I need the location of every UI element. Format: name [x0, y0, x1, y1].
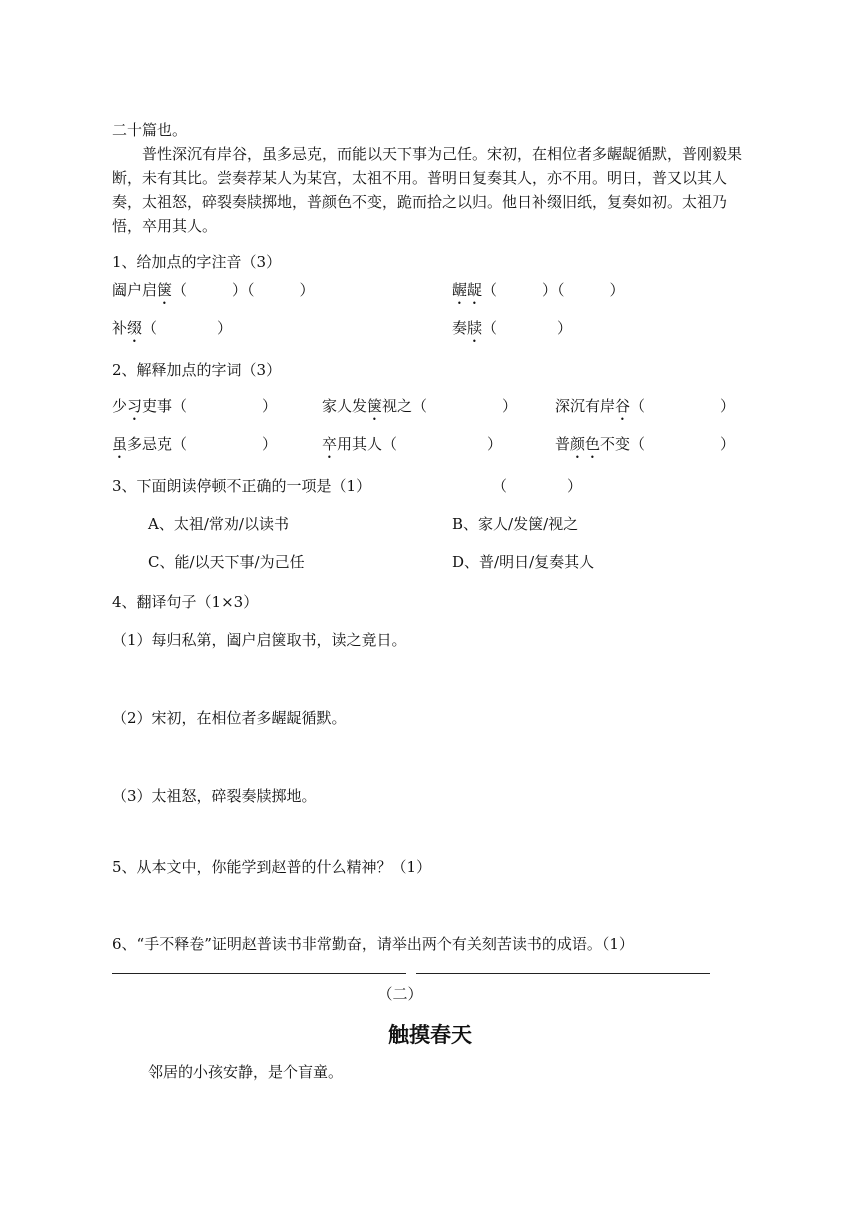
q2-item-2	[322, 396, 517, 424]
q1-item-4-blanks[interactable]: （ ）	[482, 319, 573, 337]
q2-item-6-dotted: 颜色	[570, 435, 601, 453]
q2-item-6-blanks[interactable]: （ ）	[630, 435, 736, 453]
q4-title: 4、翻译句子（1×3）	[112, 593, 259, 611]
q1-item-3	[112, 318, 232, 346]
q4-sentence-2: （2）宋初，在相位者多龌龊循默。	[112, 709, 347, 727]
q2-item-6-post: 不变	[600, 435, 631, 453]
q2-item-4-post: 多忌克	[127, 435, 173, 453]
q3-option-b[interactable]: B、家人/发箧/视之	[452, 515, 579, 533]
q1-item-1	[112, 280, 315, 308]
q1-item-1-pre: 阖户启	[112, 281, 158, 299]
q1-item-2	[452, 280, 625, 308]
q3-option-c[interactable]: C、能/以天下事/为己任	[148, 553, 305, 571]
q3-title: 3、下面朗读停顿不正确的一项是（1）	[112, 477, 372, 495]
answer-line-2[interactable]	[416, 973, 710, 974]
q1-item-1-dotted: 箧	[157, 281, 173, 299]
q2-item-6-pre: 普	[555, 435, 571, 453]
q2-item-3-dotted: 谷	[615, 397, 631, 415]
q2-item-1-blanks[interactable]: （ ）	[172, 397, 278, 415]
q3-option-a[interactable]: A、太祖/常劝/以读书	[148, 515, 289, 533]
q2-item-1-dotted: 习	[127, 397, 143, 415]
q2-title: 2、解释加点的字词（3）	[112, 361, 282, 379]
q2-item-5-dotted: 卒	[322, 435, 338, 453]
q1-item-1-blanks[interactable]: （ ）（ ）	[172, 281, 315, 299]
q6-title: 6、“手不释卷”证明赵普读书非常勤奋，请举出两个有关刻苦读书的成语。（1）	[112, 935, 634, 953]
q1-item-2-blanks[interactable]: （ ）（ ）	[482, 281, 625, 299]
q4-sentence-3: （3）太祖怒，碎裂奏牍掷地。	[112, 787, 317, 805]
q3-answer-blank[interactable]: （ ）	[492, 477, 583, 495]
q2-item-5-post: 用其人	[337, 435, 383, 453]
q4-sentence-1: （1）每归私第，阖户启箧取书，读之竟日。	[112, 631, 407, 649]
q5-title: 5、从本文中，你能学到赵普的什么精神？（1）	[112, 858, 432, 876]
passage	[112, 118, 752, 238]
q2-item-5-blanks[interactable]: （ ）	[382, 435, 503, 453]
q1-item-2-dotted: 龌龊	[452, 281, 483, 299]
section-first-line: 邻居的小孩安静，是个盲童。	[148, 1063, 344, 1081]
q1-item-3-dotted: 缀	[127, 319, 143, 337]
q2-item-2-dotted: 箧	[367, 397, 383, 415]
q2-item-2-pre: 家人发	[322, 397, 368, 415]
q2-item-5	[322, 434, 502, 462]
q3-option-d[interactable]: D、普/明日/复奏其人	[452, 553, 595, 571]
section-title: 触摸春天	[388, 1023, 472, 1047]
q2-item-2-post: 视之	[382, 397, 413, 415]
q2-item-1	[112, 396, 277, 424]
q2-item-3-blanks[interactable]: （ ）	[630, 397, 736, 415]
passage-line-0: 二十篇也。	[112, 121, 188, 139]
q1-item-4-pre: 奏	[452, 319, 468, 337]
q2-item-4	[112, 434, 277, 462]
answer-line-1[interactable]	[112, 973, 406, 974]
passage-paragraph: 普性深沉有岸谷，虽多忌克，而能以天下事为己任。宋初，在相位者多龌龊循默，普刚毅果断，未有其比。尝奏荐某人为某宫，太祖不用。普明日复奏其人，亦不用。明日，普又以其人奏，太祖怒，碎裂奏牍掷地，普颜色不变，跪而拾之以归。他日补缀旧纸，复奏如初。太祖乃悟，卒用其人。	[112, 145, 743, 235]
section-label: （二）	[377, 985, 423, 1003]
q2-item-3	[555, 396, 735, 424]
q2-item-1-pre: 少	[112, 397, 128, 415]
q1-title: 1、给加点的字注音（3）	[112, 253, 282, 271]
q2-item-1-post: 吏事	[142, 397, 173, 415]
q2-item-6	[555, 434, 735, 462]
q1-item-4-dotted: 牍	[467, 319, 483, 337]
q2-item-3-pre: 深沉有岸	[555, 397, 616, 415]
q1-item-3-blanks[interactable]: （ ）	[142, 319, 233, 337]
q2-item-2-blanks[interactable]: （ ）	[412, 397, 518, 415]
q2-item-4-blanks[interactable]: （ ）	[172, 435, 278, 453]
q1-item-3-pre: 补	[112, 319, 128, 337]
q2-item-4-dotted: 虽	[112, 435, 128, 453]
q1-item-4	[452, 318, 572, 346]
